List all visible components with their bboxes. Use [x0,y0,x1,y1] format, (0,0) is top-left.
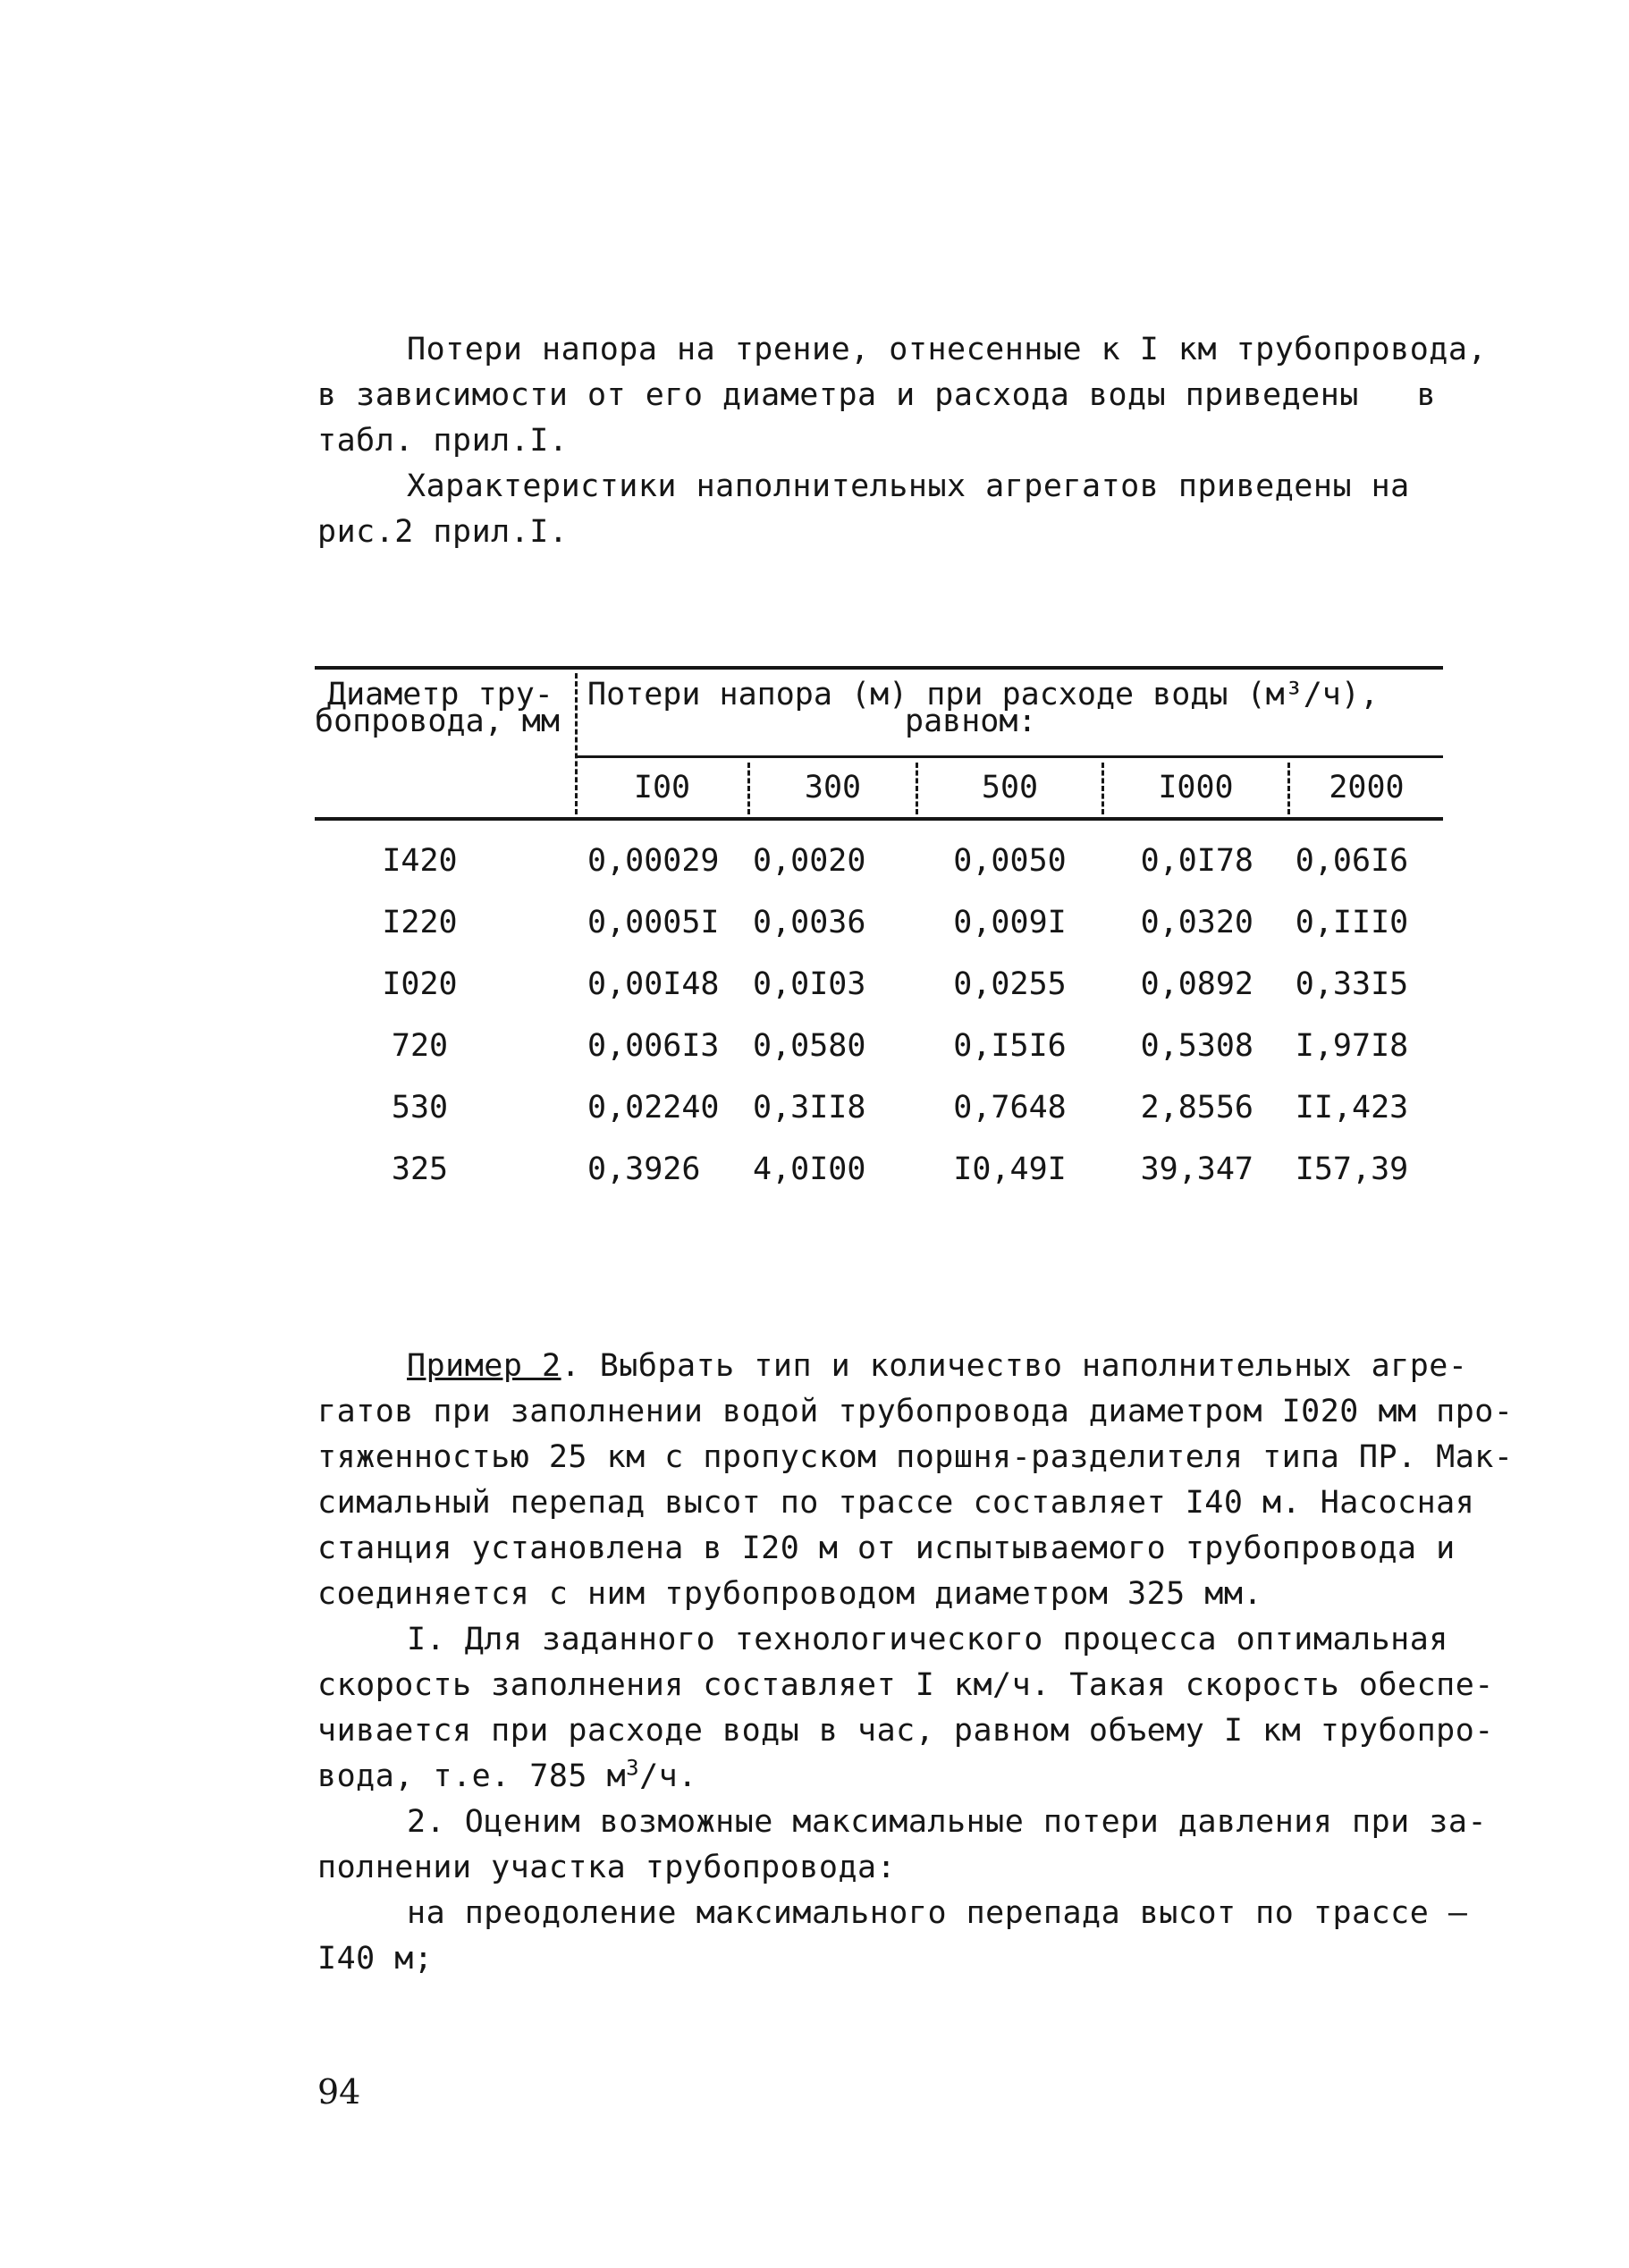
text-line [317,1754,1471,1800]
example-paragraph [317,1344,1514,1982]
text-line: симальный перепад высот по трассе составляет I40 м. Насосная [317,1485,1475,1521]
diameter-cell: 720 [391,1028,449,1064]
value-cell: 39,347 [1140,1151,1253,1187]
value-cell: 0,33I5 [1295,966,1409,1002]
value-cell: 0,02240 [587,1090,720,1126]
table-row [315,1016,1443,1077]
text-line: Характеристики наполнительных агрегатов приведены на [407,468,1410,504]
diameter-header-line1: Диаметр тру- [327,677,553,712]
value-cell: 2,8556 [1140,1090,1253,1126]
head-loss-header-line2: равном: [905,704,1037,739]
head-loss-header-line1: Потери напора (м) при расходе воды (м³/ч), [587,677,1380,712]
flow-header: I00 [633,770,691,805]
value-cell: 0,III0 [1295,905,1409,940]
value-cell: 0,0320 [1140,905,1253,940]
example-title: Пример 2 [407,1348,561,1384]
intro-paragraph [317,327,1488,555]
text-line: I40 м; [317,1941,434,1977]
text-line: на преодоление максимального перепада высот по трассе – [407,1895,1468,1931]
text-line [317,1344,1471,1389]
value-cell: I,97I8 [1295,1028,1409,1064]
superscript: 3 [626,1755,640,1781]
table-row [315,954,1443,1016]
value-cell: 0,006I3 [587,1028,720,1064]
value-cell: 0,3926 [587,1151,701,1187]
value-cell: 4,0I00 [753,1151,866,1187]
value-cell: 0,0036 [753,905,866,940]
text-line: тяженностью 25 км с пропуском поршня-разделителя типа ПР. Мак- [317,1439,1514,1475]
value-cell: 0,5308 [1140,1028,1253,1064]
flow-text: вода, т.е. 785 м [317,1758,627,1794]
value-cell: 0,0I78 [1140,843,1253,879]
value-cell: I0,49I [953,1151,1067,1187]
value-cell: I57,39 [1295,1151,1409,1187]
value-cell: 0,0050 [953,843,1067,879]
flow-header: 2000 [1329,770,1405,805]
table-row [315,1077,1443,1139]
text-line: скорость заполнения составляет I км/ч. Такая скорость обеспе- [317,1667,1494,1703]
value-cell: 0,I5I6 [953,1028,1067,1064]
example-title-rest: . Выбрать тип и количество наполнительных агре- [561,1348,1468,1384]
value-cell: 0,0580 [753,1028,866,1064]
flow-header: 300 [804,770,862,805]
header-bottom-rule [315,817,1443,821]
text-line: Потери напора на трение, отнесенные к I км трубопровода, [407,332,1488,367]
diameter-cell: I220 [382,905,458,940]
value-cell: 0,0255 [953,966,1067,1002]
value-cell: 0,0005I [587,905,720,940]
text-line: станция установлена в I20 м от испытываемого трубопровода и [317,1530,1456,1566]
text-line: 2. Оценим возможные максимальные потери давления при за- [407,1804,1488,1840]
table-row [315,1139,1443,1201]
diameter-cell: 530 [391,1090,449,1126]
value-cell: 0,0I03 [753,966,866,1002]
text-line: в зависимости от его диаметра и расхода воды приведены в [317,377,1437,413]
diameter-cell: I020 [382,966,458,1002]
head-loss-table [315,666,1443,1202]
flow-header: I000 [1158,770,1234,805]
table-row [315,892,1443,954]
value-cell: 0,00I48 [587,966,720,1002]
text-line: полнении участка трубопровода: [317,1850,897,1885]
value-cell: 0,06I6 [1295,843,1409,879]
flow-unit: /ч. [639,1758,697,1794]
table-row [315,830,1443,892]
value-cell: 0,7648 [953,1090,1067,1126]
page-number: 94 [317,2072,361,2112]
text-line: чивается при расходе воды в час, равном объему I км трубопро- [317,1713,1494,1749]
header-divider-rule [577,755,1443,758]
diameter-cell: I420 [382,843,458,879]
text-line: рис.2 прил.I. [317,514,569,550]
text-line: соединяется с ним трубопроводом диаметром 325 мм. [317,1576,1263,1612]
value-cell: 0,3II8 [753,1090,866,1126]
table-top-rule [315,666,1443,670]
diameter-header-line2: бопровода, мм [315,704,560,739]
value-cell: 0,00029 [587,843,720,879]
flow-header: 500 [981,770,1039,805]
text-line: I. Для заданного технологического процесса оптимальная [407,1622,1448,1657]
diameter-cell: 325 [391,1151,449,1187]
value-cell: 0,009I [953,905,1067,940]
text-line: гатов при заполнении водой трубопровода диаметром I020 мм про- [317,1394,1514,1429]
text-line: табл. прил.I. [317,423,569,459]
value-cell: 0,0020 [753,843,866,879]
value-cell: 0,0892 [1140,966,1253,1002]
value-cell: II,423 [1295,1090,1409,1126]
